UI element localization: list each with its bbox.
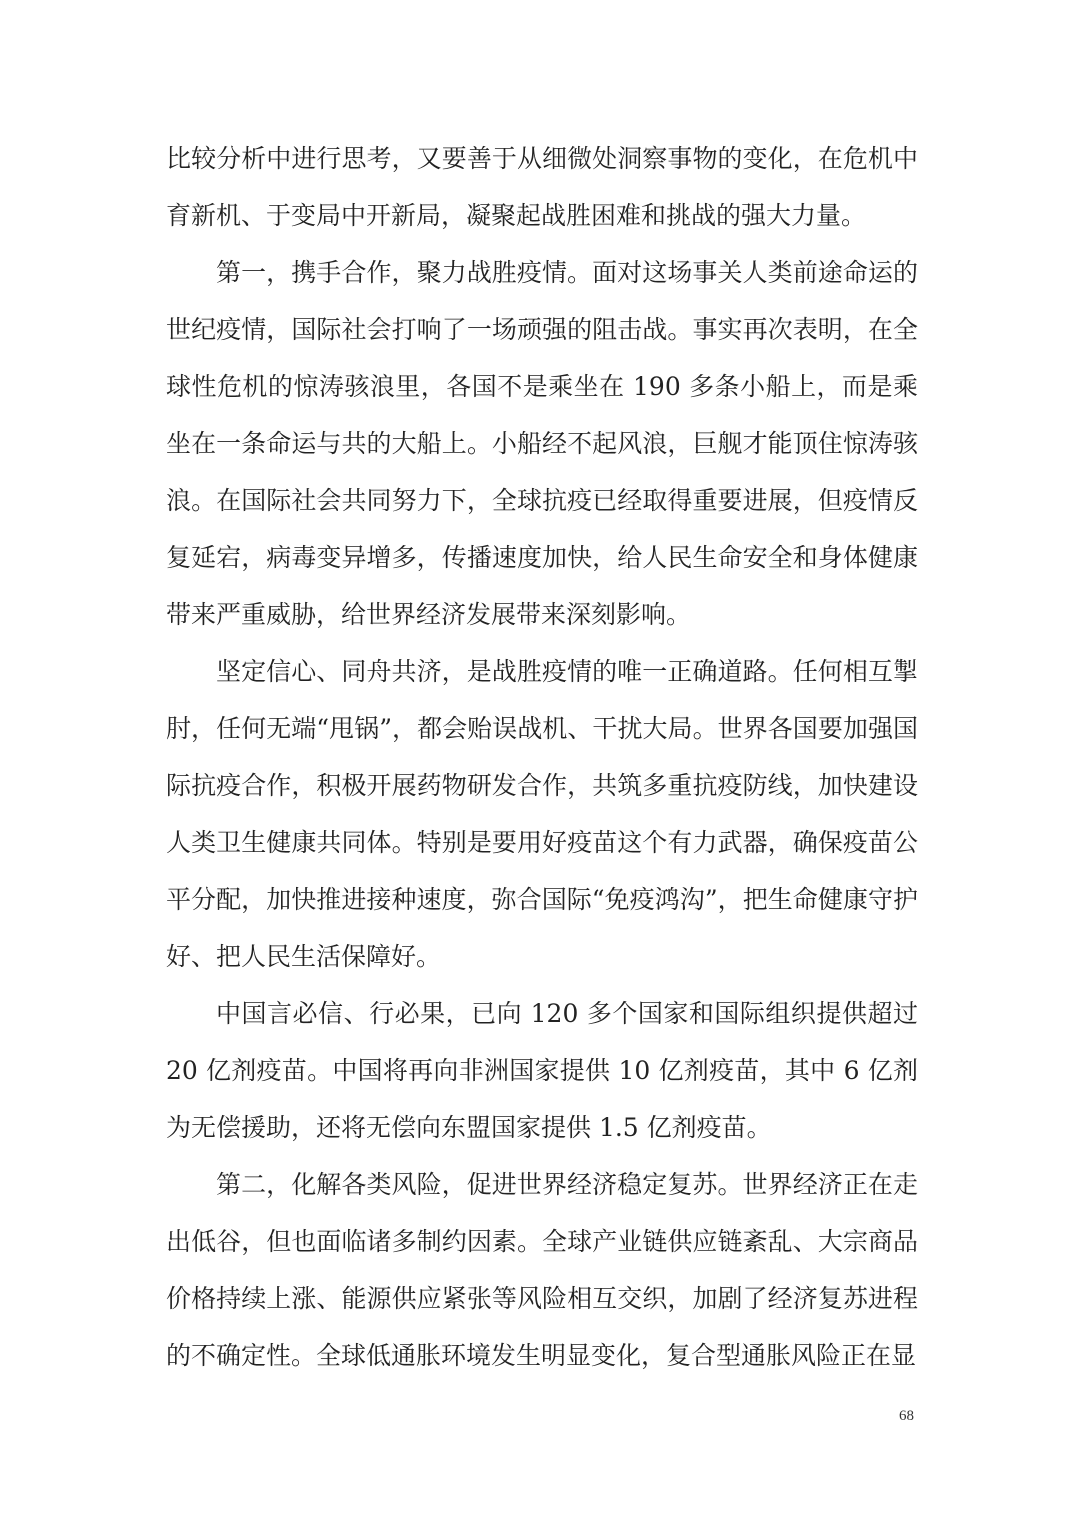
paragraph-second-point: 第二，化解各类风险，促进世界经济稳定复苏。世界经济正在走出低谷，但也面临诸多制约因素。全球产业链供应链紊乱、大宗商品价格持续上涨、能源供应紧张等风险相互交织，加剧了经济复苏进程的不确定性。全球低通胀环境发生明显变化，复合型通胀风险正在显: [166, 1170, 918, 1370]
paragraph-confidence: 坚定信心、同舟共济，是战胜疫情的唯一正确道路。任何相互掣肘，任何无端“甩锅”，都会贻误战机、干扰大局。世界各国要加强国际抗疫合作，积极开展药物研发合作，共筑多重抗疫防线，加快建设人类卫生健康共同体。特别是要用好疫苗这个有力武器，确保疫苗公平分配，加快推进接种速度，弥合国际“免疫鸿沟”，把生命健康守护好、把人民生活保障好。: [166, 657, 918, 971]
paragraph-china-vaccines: 中国言必信、行必果，已向 120 多个国家和国际组织提供超过 20 亿剂疫苗。中国将再向非洲国家提供 10 亿剂疫苗，其中 6 亿剂为无偿援助，还将无偿向东盟国家提供 1.5 亿剂疫苗。: [166, 999, 918, 1142]
body-text: [166, 130, 918, 1384]
paragraph-continuation: 比较分析中进行思考，又要善于从细微处洞察事物的变化，在危机中育新机、于变局中开新局，凝聚起战胜困难和挑战的强大力量。: [166, 144, 918, 230]
page-number: 68: [899, 1408, 914, 1424]
paragraph-first-point: 第一，携手合作，聚力战胜疫情。面对这场事关人类前途命运的世纪疫情，国际社会打响了一场顽强的阻击战。事实再次表明，在全球性危机的惊涛骇浪里，各国不是乘坐在 190 多条小船上，而是乘坐在一条命运与共的大船上。小船经不起风浪，巨舰才能顶住惊涛骇浪。在国际社会共同努力下，全球抗疫已经取得重要进展，但疫情反复延宕，病毒变异增多，传播速度加快，给人民生命安全和身体健康带来严重威胁，给世界经济发展带来深刻影响。: [166, 258, 918, 629]
